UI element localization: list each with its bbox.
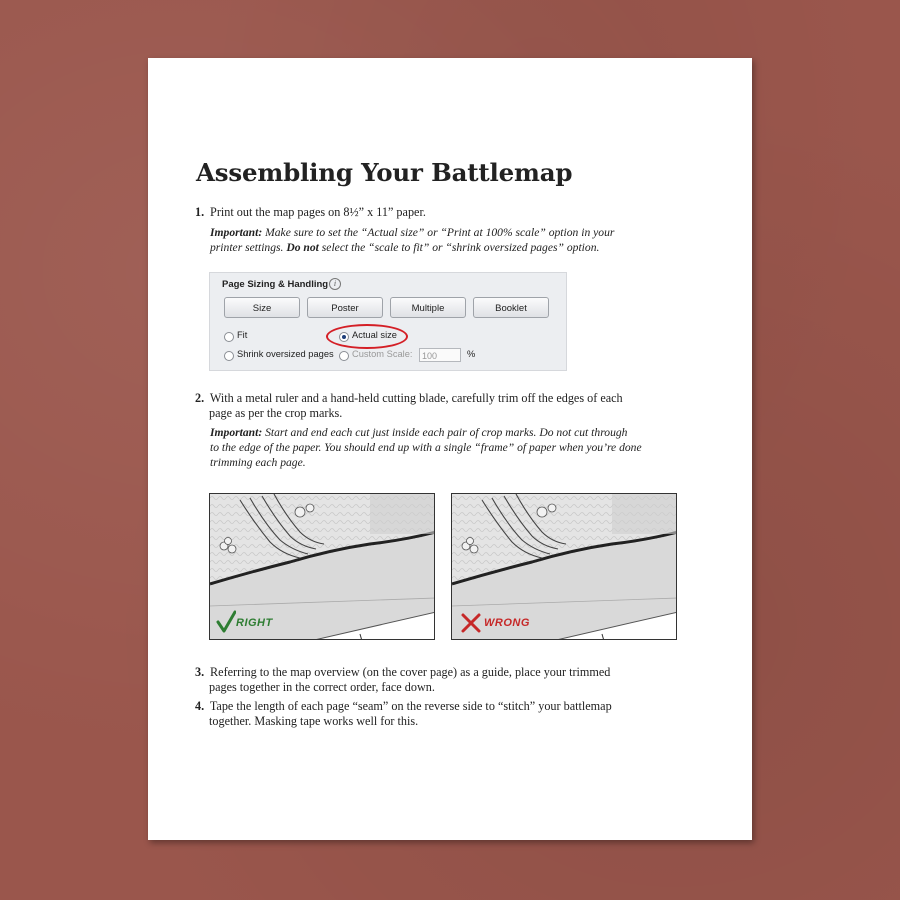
step-number: 1.: [195, 205, 205, 219]
right-example-image: [209, 493, 435, 640]
fit-radio[interactable]: [224, 332, 234, 342]
multiple-button[interactable]: Multiple: [390, 297, 466, 318]
note-line: Make sure to set the “Actual size” or “Print at 100% scale” option in your: [265, 226, 615, 239]
step-2-note: [210, 425, 642, 470]
highlight-ring: [326, 324, 408, 349]
step-4: [195, 699, 612, 729]
print-sizing-panel: [209, 272, 567, 371]
custom-scale-label: Custom Scale:: [352, 349, 413, 359]
do-not-label: Do not: [286, 241, 319, 254]
shrink-radio[interactable]: [224, 351, 234, 361]
important-label: Important:: [210, 426, 263, 439]
custom-scale-input[interactable]: 100: [419, 348, 461, 362]
booklet-button[interactable]: Booklet: [473, 297, 549, 318]
step-text: page as per the crop marks.: [209, 406, 343, 420]
actual-size-label: Actual size: [352, 330, 397, 340]
size-button[interactable]: Size: [224, 297, 300, 318]
step-number: 2.: [195, 391, 205, 405]
step-text: Print out the map pages on 8½” x 11” paper.: [210, 205, 426, 219]
note-line: to the edge of the paper. You should end up with a single “frame” of paper when you’re done: [210, 441, 642, 454]
step-3: [195, 665, 610, 695]
panel-title: Page Sizing & Handling: [222, 279, 329, 290]
wrong-example-image: [451, 493, 677, 640]
step-1: [195, 205, 426, 220]
right-label: RIGHT: [236, 617, 273, 629]
step-text: together. Masking tape works well for this.: [209, 714, 419, 728]
percent-label: %: [467, 349, 476, 359]
step-number: 3.: [195, 665, 205, 679]
note-line: printer settings.: [210, 241, 284, 254]
note-line: select the “scale to fit” or “shrink oversized pages” option.: [321, 241, 600, 254]
shrink-label: Shrink oversized pages: [237, 349, 334, 359]
step-text: Tape the length of each page “seam” on the reverse side to “stitch” your battlemap: [209, 699, 612, 713]
checkmark-icon: [216, 610, 236, 634]
wrong-label: WRONG: [484, 617, 530, 629]
note-line: trimming each page.: [210, 456, 306, 469]
poster-button[interactable]: Poster: [307, 297, 383, 318]
custom-scale-radio[interactable]: [339, 351, 349, 361]
page-title: Assembling Your Battlemap: [196, 158, 573, 187]
step-1-note: [210, 225, 614, 255]
step-text: Referring to the map overview (on the cover page) as a guide, place your trimmed: [210, 665, 611, 679]
document-page: [148, 58, 752, 840]
step-text: pages together in the correct order, face down.: [209, 680, 435, 694]
step-text: With a metal ruler and a hand-held cutting blade, carefully trim off the edges of each: [209, 391, 623, 405]
info-icon[interactable]: i: [329, 278, 341, 290]
x-mark-icon: [460, 612, 482, 634]
fit-label: Fit: [237, 330, 248, 340]
note-line: Start and end each cut just inside each pair of crop marks. Do not cut through: [265, 426, 628, 439]
step-number: 4.: [195, 699, 205, 713]
important-label: Important:: [210, 226, 263, 239]
step-2: [195, 391, 623, 421]
